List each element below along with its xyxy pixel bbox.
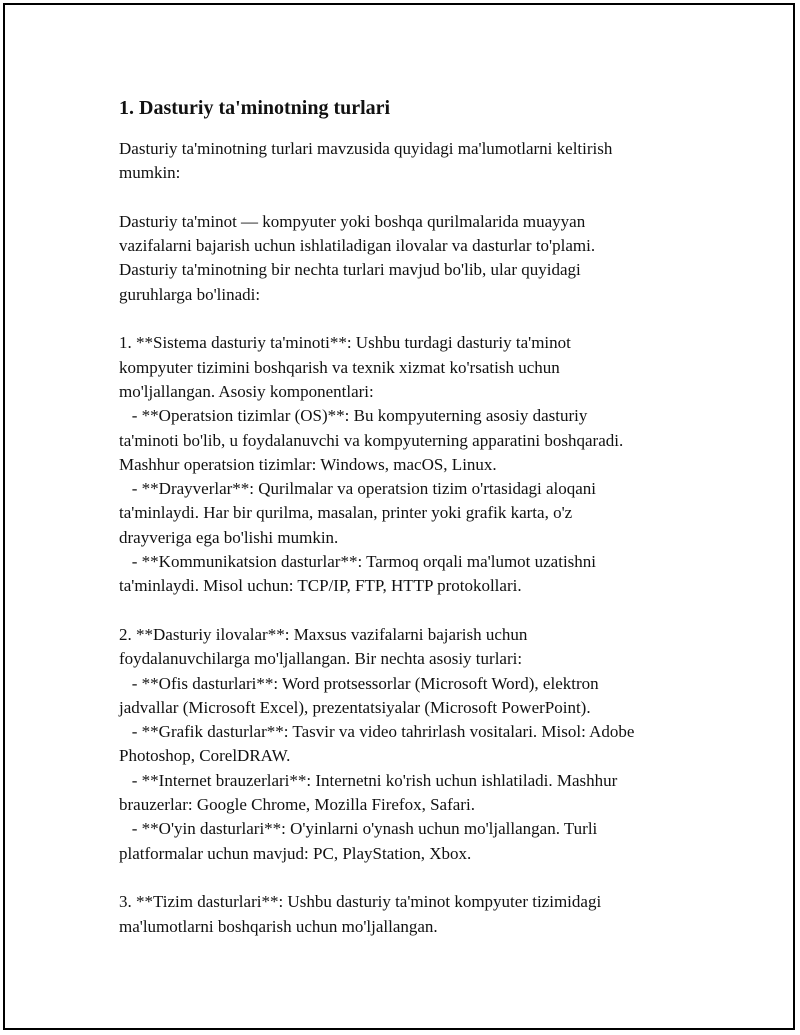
document-body <box>119 137 719 939</box>
text-line: Dasturiy ta'minotning turlari mavzusida quyidagi ma'lumotlarni keltirish <box>119 139 613 158</box>
text-line: 2. **Dasturiy ilovalar**: Maxsus vazifalarni bajarish uchun <box>119 624 528 644</box>
blank-line <box>119 186 719 210</box>
document-page <box>3 3 795 1030</box>
text-line: mumkin: <box>119 163 181 183</box>
text-line: ta'minlaydi. Misol uchun: TCP/IP, FTP, HTTP protokollari. <box>119 576 522 596</box>
text-line: Photoshop, CorelDRAW. <box>119 746 291 766</box>
text-line: kompyuter tizimini boshqarish va texnik xizmat ko'rsatish uchun <box>119 357 560 377</box>
document-title: 1. Dasturiy ta'minotning turlari <box>119 97 391 119</box>
text-line: ma'lumotlarni boshqarish uchun mo'ljallangan. <box>119 916 438 936</box>
text-line: brauzerlar: Google Chrome, Mozilla Firefox, Safari. <box>119 795 475 815</box>
text-line: jadvallar (Microsoft Excel), prezentatsiyalar (Microsoft PowerPoint). <box>119 697 591 717</box>
text-line: - **Drayverlar**: Qurilmalar va operatsion tizim o'rtasidagi aloqani <box>119 479 597 499</box>
text-line: ta'minlaydi. Har bir qurilma, masalan, printer yoki grafik karta, o'z <box>119 503 573 523</box>
blank-line <box>119 307 719 331</box>
text-line: Dasturiy ta'minot — kompyuter yoki boshqa qurilmalarida muayyan <box>119 211 586 231</box>
text-line: - **Kommunikatsion dasturlar**: Tarmoq orqali ma'lumot uzatishni <box>119 552 597 572</box>
text-line: guruhlarga bo'linadi: <box>119 284 261 304</box>
text-line: 1. **Sistema dasturiy ta'minoti**: Ushbu turdagi dasturiy ta'minot <box>119 333 571 353</box>
blank-line <box>119 866 719 890</box>
text-line: Mashhur operatsion tizimlar: Windows, macOS, Linux. <box>119 454 497 474</box>
text-line: - **O'yin dasturlari**: O'yinlarni o'ynash uchun mo'ljallangan. Turli <box>119 819 598 839</box>
text-line: drayveriga ega bo'lishi mumkin. <box>119 527 339 547</box>
text-line: - **Operatsion tizimlar (OS)**: Bu kompyuterning asosiy dasturiy <box>119 406 588 426</box>
blank-line <box>119 599 719 623</box>
text-line: vazifalarni bajarish uchun ishlatiladigan ilovalar va dasturlar to'plami. <box>119 236 596 256</box>
text-line: - **Internet brauzerlari**: Internetni ko'rish uchun ishlatiladi. Mashhur <box>119 770 618 790</box>
text-line: 3. **Tizim dasturlari**: Ushbu dasturiy ta'minot kompyuter tizimidagi <box>119 892 602 912</box>
text-line: - **Grafik dasturlar**: Tasvir va video tahrirlash vositalari. Misol: Adobe <box>119 722 635 742</box>
document-content <box>119 93 719 939</box>
text-line: mo'ljallangan. Asosiy komponentlari: <box>119 381 374 401</box>
text-line: platformalar uchun mavjud: PC, PlayStation, Xbox. <box>119 843 472 863</box>
text-line: ta'minoti bo'lib, u foydalanuvchi va kompyuterning apparatini boshqaradi. <box>119 430 624 450</box>
text-line: - **Ofis dasturlari**: Word protsessorlar (Microsoft Word), elektron <box>119 673 599 693</box>
text-line: foydalanuvchilarga mo'ljallangan. Bir nechta asosiy turlari: <box>119 649 523 669</box>
text-line: Dasturiy ta'minotning bir nechta turlari mavjud bo'lib, ular quyidagi <box>119 260 581 280</box>
